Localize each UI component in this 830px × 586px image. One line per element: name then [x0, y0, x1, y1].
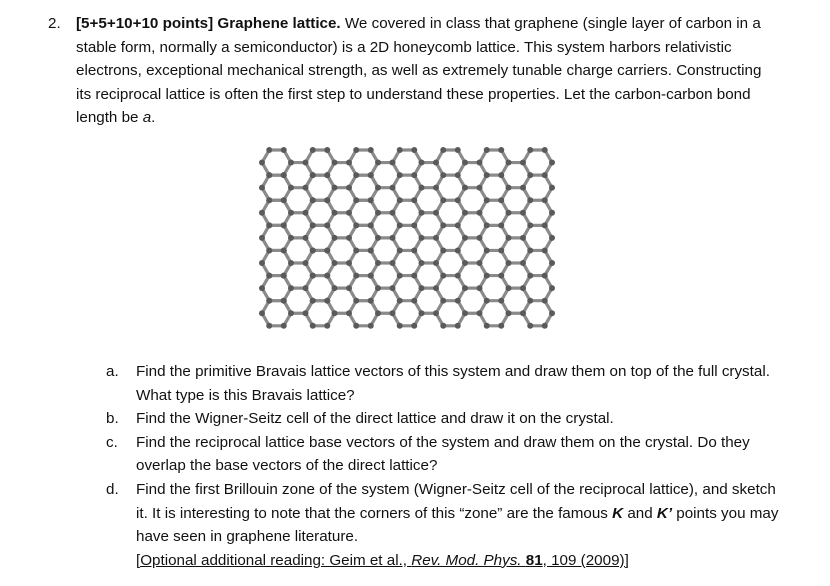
carbon-atom — [506, 160, 512, 166]
carbon-atom — [375, 285, 381, 291]
carbon-atom — [288, 210, 294, 216]
carbon-atom — [419, 185, 425, 191]
carbon-atom — [368, 222, 374, 228]
carbon-atom — [433, 310, 439, 316]
carbon-atom — [411, 323, 417, 329]
carbon-atom — [411, 197, 417, 203]
carbon-atom — [477, 235, 483, 241]
carbon-atom — [310, 172, 316, 178]
carbon-atom — [266, 172, 272, 178]
carbon-atom — [346, 235, 352, 241]
carbon-atom — [455, 222, 461, 228]
carbon-atom — [549, 235, 555, 241]
carbon-atom — [259, 285, 265, 291]
carbon-atom — [303, 310, 309, 316]
part-c-label: c. — [106, 433, 118, 451]
carbon-atom — [477, 260, 483, 266]
carbon-atom — [281, 197, 287, 203]
carbon-atom — [433, 285, 439, 291]
carbon-atom — [542, 273, 548, 279]
carbon-atom — [484, 273, 490, 279]
carbon-atom — [281, 247, 287, 253]
carbon-atom — [506, 285, 512, 291]
carbon-atom — [549, 210, 555, 216]
optional-reading-link[interactable] — [136, 552, 629, 569]
carbon-atom — [281, 273, 287, 279]
carbon-atom — [498, 172, 504, 178]
carbon-atom — [310, 222, 316, 228]
carbon-atom — [266, 298, 272, 304]
carbon-atom — [484, 298, 490, 304]
carbon-atom — [455, 147, 461, 153]
part-b-text: Find the Wigner-Seitz cell of the direct lattice and draw it on the crystal. — [136, 410, 614, 428]
carbon-atom — [411, 273, 417, 279]
carbon-atom — [281, 298, 287, 304]
reading-suffix: , 109 (2009)] — [542, 551, 629, 569]
carbon-atom — [462, 160, 468, 166]
part-a-text: Find the primitive Bravais lattice vectors of this system and draw them on top of the full crystal. What type is this Bravais lattice? — [136, 363, 770, 404]
carbon-atom — [353, 247, 359, 253]
carbon-atom — [498, 273, 504, 279]
carbon-atom — [375, 210, 381, 216]
carbon-atom — [477, 160, 483, 166]
carbon-atom — [390, 260, 396, 266]
carbon-atom — [520, 260, 526, 266]
carbon-atom — [310, 147, 316, 153]
carbon-atom — [542, 323, 548, 329]
carbon-atom — [506, 260, 512, 266]
carbon-atom — [411, 247, 417, 253]
carbon-atom — [397, 172, 403, 178]
carbon-atom — [527, 298, 533, 304]
carbon-atom — [520, 235, 526, 241]
carbon-atom — [520, 160, 526, 166]
carbon-atom — [346, 310, 352, 316]
carbon-atom — [266, 247, 272, 253]
carbon-atom — [324, 197, 330, 203]
carbon-atom — [498, 197, 504, 203]
carbon-atom — [527, 147, 533, 153]
carbon-atom — [324, 247, 330, 253]
carbon-atom — [368, 147, 374, 153]
carbon-atom — [375, 310, 381, 316]
part-b-label: b. — [106, 410, 119, 428]
carbon-atom — [484, 147, 490, 153]
graphene-lattice-figure — [250, 136, 600, 346]
carbon-atom — [303, 260, 309, 266]
part-d-text: Find the first Brillouin zone of the system (Wigner-Seitz cell of the reciprocal lattice), and sketch it. It is interesting to note that the corners of this “zone” are the famous — [136, 480, 776, 522]
carbon-atom — [419, 285, 425, 291]
carbon-atom — [397, 273, 403, 279]
carbon-atom — [455, 247, 461, 253]
carbon-atom — [332, 310, 338, 316]
carbon-atom — [477, 310, 483, 316]
part-d-label: d. — [106, 480, 119, 498]
carbon-atom — [346, 260, 352, 266]
carbon-atom — [484, 197, 490, 203]
carbon-atom — [353, 197, 359, 203]
carbon-atom — [484, 222, 490, 228]
carbon-atom — [266, 323, 272, 329]
part-a — [106, 360, 786, 407]
carbon-atom — [440, 197, 446, 203]
carbon-atom — [433, 160, 439, 166]
carbon-atom — [353, 172, 359, 178]
carbon-atom — [455, 172, 461, 178]
carbon-atom — [542, 247, 548, 253]
carbon-atom — [332, 210, 338, 216]
journal-name: Rev. Mod. Phys. — [411, 551, 522, 569]
carbon-atom — [462, 260, 468, 266]
carbon-atom — [498, 147, 504, 153]
intro-text: We covered in class that graphene (single layer of carbon in a stable form, normally a semiconductor) is a 2D honeycomb lattice. This system harbors relativistic electrons, exceptional mechanical strength, as well as extremely tunable charge carriers. Constructing its reciprocal lattice is often the first step to understand these properties. Let the carbon-carbon bond length be — [76, 15, 762, 127]
carbon-atom — [259, 310, 265, 316]
carbon-atom — [542, 147, 548, 153]
carbon-atom — [353, 147, 359, 153]
carbon-atom — [520, 310, 526, 316]
carbon-atom — [281, 147, 287, 153]
carbon-atom — [375, 260, 381, 266]
carbon-atom — [288, 310, 294, 316]
carbon-atom — [498, 298, 504, 304]
carbon-atom — [266, 197, 272, 203]
carbon-atom — [397, 147, 403, 153]
carbon-atom — [397, 197, 403, 203]
carbon-atom — [527, 197, 533, 203]
carbon-atom — [332, 285, 338, 291]
carbon-atom — [484, 323, 490, 329]
problem-points: [5+5+10+10 points] — [76, 15, 214, 32]
carbon-atom — [397, 323, 403, 329]
carbon-atom — [455, 298, 461, 304]
carbon-atom — [484, 247, 490, 253]
carbon-atom — [332, 260, 338, 266]
carbon-atom — [411, 172, 417, 178]
carbon-atom — [324, 172, 330, 178]
carbon-atom — [440, 273, 446, 279]
carbon-atom — [477, 285, 483, 291]
carbon-atom — [411, 222, 417, 228]
part-c-text: Find the reciprocal lattice base vectors of the system and draw them on the crystal. Do they overlap the base vectors of the direct lattice? — [136, 433, 750, 475]
carbon-atom — [324, 147, 330, 153]
carbon-atom — [259, 160, 265, 166]
carbon-atom — [332, 235, 338, 241]
carbon-atom — [506, 185, 512, 191]
carbon-atom — [368, 323, 374, 329]
carbon-atom — [390, 310, 396, 316]
carbon-atom — [440, 147, 446, 153]
carbon-atom — [549, 310, 555, 316]
reading-prefix: [Optional additional reading: Geim et al., — [136, 551, 412, 569]
bond-symbol: a — [142, 109, 152, 127]
carbon-atom — [440, 247, 446, 253]
carbon-atom — [390, 210, 396, 216]
carbon-atom — [324, 298, 330, 304]
carbon-atom — [549, 160, 555, 166]
carbon-atom — [549, 285, 555, 291]
carbon-atom — [440, 298, 446, 304]
carbon-atom — [368, 298, 374, 304]
carbon-atom — [281, 172, 287, 178]
carbon-atom — [397, 247, 403, 253]
carbon-atom — [259, 210, 265, 216]
carbon-atom — [288, 185, 294, 191]
problem-title: Graphene lattice. — [217, 15, 341, 32]
problem-statement — [48, 12, 778, 130]
part-c — [106, 431, 786, 478]
carbon-atom — [433, 185, 439, 191]
carbon-atom — [259, 235, 265, 241]
carbon-atom — [310, 273, 316, 279]
carbon-atom — [527, 172, 533, 178]
carbon-atom — [353, 323, 359, 329]
carbon-atom — [390, 185, 396, 191]
carbon-atom — [303, 210, 309, 216]
carbon-atom — [390, 160, 396, 166]
carbon-atom — [462, 185, 468, 191]
carbon-atom — [303, 235, 309, 241]
carbon-atom — [462, 210, 468, 216]
carbon-atom — [419, 235, 425, 241]
carbon-atom — [310, 197, 316, 203]
carbon-atom — [390, 285, 396, 291]
journal-volume: 81 — [525, 551, 543, 569]
k-prime-point: K’ — [656, 504, 673, 522]
carbon-atom — [346, 210, 352, 216]
problem-number: 2. — [48, 15, 61, 32]
carbon-atom — [542, 222, 548, 228]
carbon-atom — [520, 285, 526, 291]
carbon-atom — [303, 285, 309, 291]
carbon-atom — [324, 273, 330, 279]
carbon-atom — [498, 222, 504, 228]
carbon-atom — [266, 222, 272, 228]
carbon-atom — [462, 285, 468, 291]
subquestions — [106, 360, 786, 572]
carbon-atom — [288, 160, 294, 166]
carbon-atom — [353, 273, 359, 279]
carbon-atom — [324, 222, 330, 228]
problem-intro — [76, 12, 778, 130]
part-d-and: and — [623, 504, 657, 522]
carbon-atom — [455, 197, 461, 203]
carbon-atom — [520, 185, 526, 191]
carbon-atom — [288, 235, 294, 241]
part-d — [106, 478, 786, 572]
carbon-atom — [281, 222, 287, 228]
carbon-atom — [527, 323, 533, 329]
carbon-atom — [266, 273, 272, 279]
carbon-atom — [506, 210, 512, 216]
k-point: K — [612, 504, 624, 522]
carbon-atom — [419, 260, 425, 266]
carbon-atom — [542, 298, 548, 304]
carbon-atom — [498, 323, 504, 329]
carbon-atom — [368, 273, 374, 279]
carbon-atom — [477, 185, 483, 191]
carbon-atom — [397, 222, 403, 228]
carbon-atom — [462, 310, 468, 316]
carbon-atom — [332, 160, 338, 166]
intro-end: . — [151, 109, 156, 127]
carbon-atom — [288, 260, 294, 266]
carbon-atom — [440, 172, 446, 178]
carbon-atom — [506, 310, 512, 316]
carbon-atom — [288, 285, 294, 291]
carbon-atom — [368, 172, 374, 178]
carbon-atom — [527, 247, 533, 253]
carbon-atom — [411, 147, 417, 153]
carbon-atom — [477, 210, 483, 216]
carbon-atom — [346, 285, 352, 291]
carbon-atom — [259, 260, 265, 266]
carbon-atom — [462, 235, 468, 241]
carbon-atom — [484, 172, 490, 178]
carbon-atom — [419, 310, 425, 316]
carbon-atom — [397, 298, 403, 304]
carbon-atom — [353, 222, 359, 228]
carbon-atom — [527, 222, 533, 228]
carbon-atom — [266, 147, 272, 153]
carbon-atom — [346, 160, 352, 166]
carbon-atom — [455, 273, 461, 279]
carbon-atom — [419, 210, 425, 216]
carbon-atom — [303, 185, 309, 191]
carbon-atom — [455, 323, 461, 329]
carbon-atom — [506, 235, 512, 241]
carbon-atom — [542, 172, 548, 178]
carbon-atom — [303, 160, 309, 166]
carbon-atom — [346, 185, 352, 191]
carbon-atom — [542, 197, 548, 203]
carbon-atom — [375, 235, 381, 241]
carbon-atom — [324, 323, 330, 329]
carbon-atom — [549, 260, 555, 266]
carbon-atom — [433, 260, 439, 266]
carbon-atom — [368, 247, 374, 253]
carbon-atom — [259, 185, 265, 191]
carbon-atom — [433, 235, 439, 241]
carbon-atom — [433, 210, 439, 216]
carbon-atom — [353, 298, 359, 304]
part-a-label: a. — [106, 363, 119, 380]
carbon-atom — [310, 323, 316, 329]
carbon-atom — [310, 247, 316, 253]
carbon-atom — [375, 160, 381, 166]
part-b — [106, 407, 786, 431]
carbon-atom — [498, 247, 504, 253]
carbon-atom — [411, 298, 417, 304]
carbon-atom — [281, 323, 287, 329]
carbon-atom — [520, 210, 526, 216]
carbon-atom — [440, 222, 446, 228]
carbon-atom — [368, 197, 374, 203]
carbon-atom — [332, 185, 338, 191]
carbon-atom — [527, 273, 533, 279]
carbon-atom — [419, 160, 425, 166]
part-d-text-end: points you may have seen in graphene literature. — [136, 504, 779, 546]
carbon-atom — [310, 298, 316, 304]
carbon-atom — [549, 185, 555, 191]
carbon-atom — [390, 235, 396, 241]
carbon-atom — [440, 323, 446, 329]
carbon-atom — [375, 185, 381, 191]
